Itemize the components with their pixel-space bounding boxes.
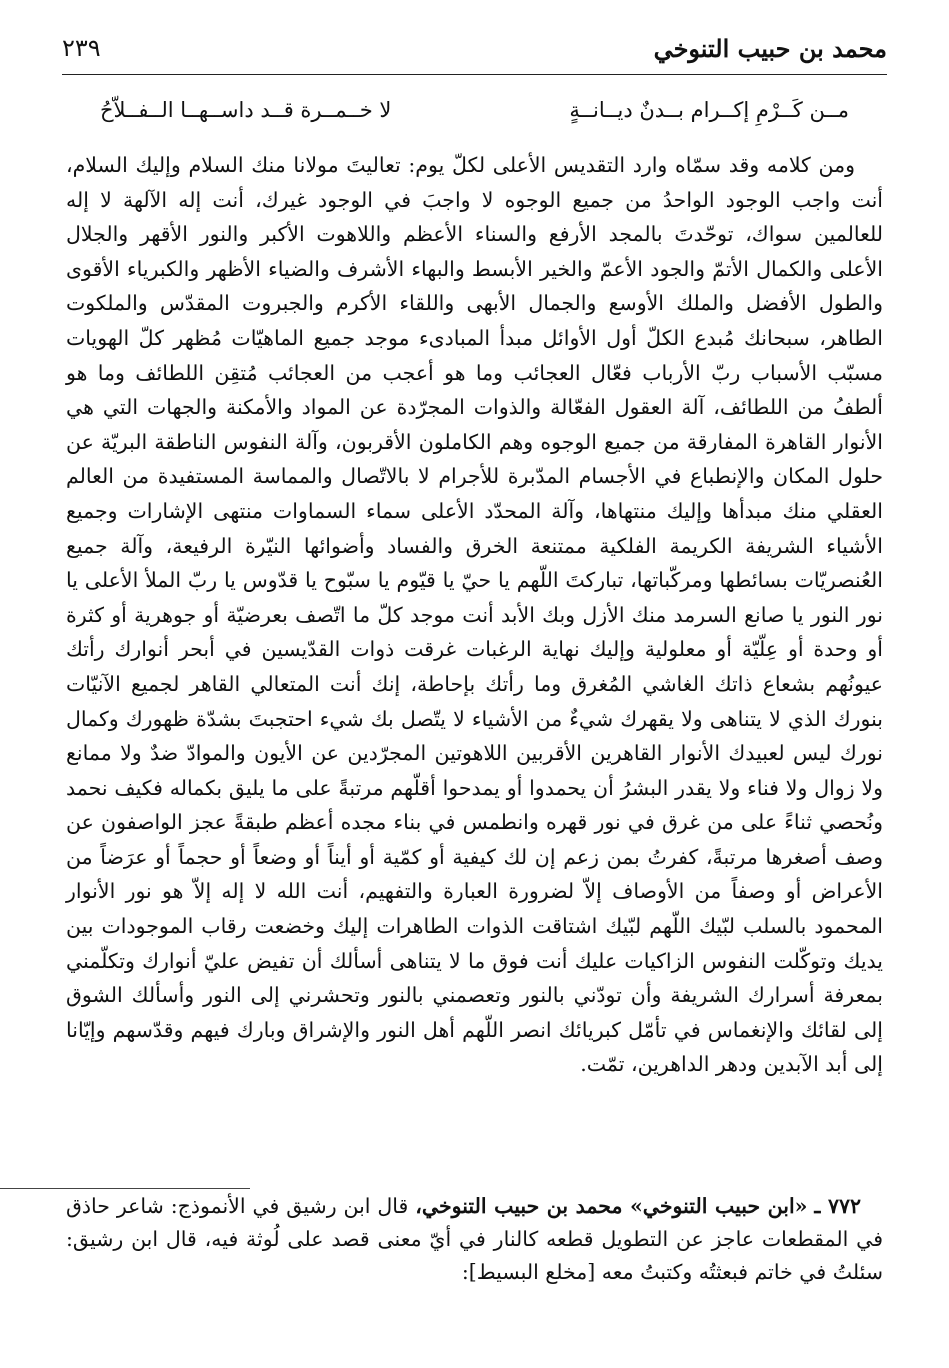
section-divider (0, 1188, 250, 1189)
entry-name: «ابن حبيب التنوخي» محمد بن حبيب التنوخي، (415, 1194, 808, 1218)
body-paragraph: ومن كلامه وقد سمّاه وارد التقديس الأعلى لكلّ يوم: تعاليتَ مولانا منك السلام وإليك السلام، أنت واجب الوجود الواحدُ من جميع الوجوه لا واجبَ في الوجود غيرك، أنت إله الآلهة لا إله للعالمين سواك، توحّدتَ بالمجد الأرفع والسناء الأعظم واللاهوت الأكبر والنور الأقهر والجلال الأعلى والكمال الأتمّ والجود الأعمّ والخير الأبسط والبهاء الأشرف والضياء الأظهر والكبرياء الأقوى والطول الأفضل والملك الأوسع والجمال الأبهى واللقاء الأكرم والجبروت المقدّس والملكوت الطاهر، سبحانك مُبدع الكلّ أول الأوائل مبدأ المبادىء موجد جميع الماهيّات مُظهر كلّ الهويات مسبّب الأسباب ربّ الأرباب فعّال العجائب وما هو أعجب من العجائب مُتقِن اللطائف وما هو ألطفُ من اللطائف، آلة العقول الفعّالة والذوات المجرّدة عن المواد والأمكنة والجهات التي هي الأنوار القاهرة المفارقة من جميع الوجوه وهم الكاملون الأقربون، وآلة النفوس الناطقة البريّة عن حلول المكان والإنطباع في الأجسام المدّبرة للأجرام لا بالاتّصال والمماسة المستفيدة من العالم العقلي منك مبدأها وإليك منتهاها، وآلة المحدّد الأعلى سماء السماوات منتهى الإشارات وجميع الأشياء الشريفة الكريمة الفلكية ممتنعة الخرق والفساد وأضوائها النيّرة الرفيعة، وآلة جميع العُنصريّات بسائطها ومركّباتها، تباركتَ اللّهم يا حيّ يا قيّوم يا سبّوح يا قدّوس يا ربّ الملأ الأعلى يا نور النور يا صانع السرمد منك الأزل وبك الأبد أنت موجد كلّ ما اتّصف بعرضيّة أو جوهرية أو كثرة أو وحدة أو عِلّيّة أو معلولية وإليك نهاية الرغبات غرقت ذوات القدّيسين في أبحر أنوارك رأتك عيونُهم بشعاع ذاتك الغاشي المُغرق وما رأتك بإحاطة، إنك أنت المتعالي القاهر لجميع الآنيّات بنورك الذي لا يتناهى ولا يقهرك شيءٌ من الأشياء لا يتّصل بك شيء احتجبتَ بشدّة ظهورك وكمال نورك ليس لعبيدك الأنوار القاهرين الأقربين اللاهوتين المجرّدين عن الأيون والموادّ ضدٌ ولا ممانع ولا زوال ولا فناء ولا يقدر البشرُ أن يحمدوا أو يمدحوا أقلّهم مرتبةً على ما يليق بكماله فكيف نحمد ونُحصي ثناءً على من غرق في نور قهره وانطمس في بناء مجده أعظم طبقةً عجز الواصفون عن وصف أصغرها مرتبةً، كفرتُ بمن زعم إن لك كيفية أو كمّية أو أيناً أو وضعاً أو حجماً أو عرَضاً من الأعراض أو وصفاً من الأوصاف إلاّ لضرورة العبارة والتفهيم، أنت الله لا إله إلاّ هو نور الأنوار المحمود بالسلب لبّيك اللّهم لبّيك اشتاقت الذوات الطاهرات إليك وخضعت رقاب الموجودات بين يديك وتوكّلت النفوس الزاكيات عليك أنت فوق ما لا يتناهى أسألك أن تفيض عليّ أنوارك وتكلّمني بمعرفة أسرارك الشريفة وأن تودّني بالنور وتعصمني بالنور وتحشرني إلى النور وأسألك الشوق إلى لقائك والإنغماس في تأمّل كبريائك انصر اللّهم أهل النور والإشراق وبارك فيهم وقدّسهم وإيّانا إلى أبد الآبدين ودهر الداهرين، تمّت. (66, 153, 884, 1077)
running-title: محمد بن حبيب التنوخي (653, 33, 887, 63)
entry-paragraph (66, 1190, 883, 1289)
verse-right-hemistich: مــن كَــرْمِ إكــرام بــدنٌ ديــانــةٍ (569, 98, 849, 122)
page-header (62, 28, 887, 75)
biography-entry (66, 1190, 883, 1289)
page-number: ٢٣٩ (62, 34, 101, 62)
verse-left-hemistich: لا خــمــرة قــد داســهــا الــفــلاّحُ (100, 98, 392, 122)
poem-verse (100, 98, 849, 122)
entry-number: ٧٧٢ ـ (814, 1194, 861, 1218)
entry-text: قال ابن رشيق في الأنموذج: شاعر حاذق في المقطعات عاجز عن التطويل قطعه كالنار في أيّ معنى قصد على لُوثة فيه، قال ابن رشيق: سئلتُ في خاتم فبعثتُه وكتبتُ معه [مخلع البسيط]: (66, 1194, 883, 1284)
main-text (66, 148, 883, 1082)
